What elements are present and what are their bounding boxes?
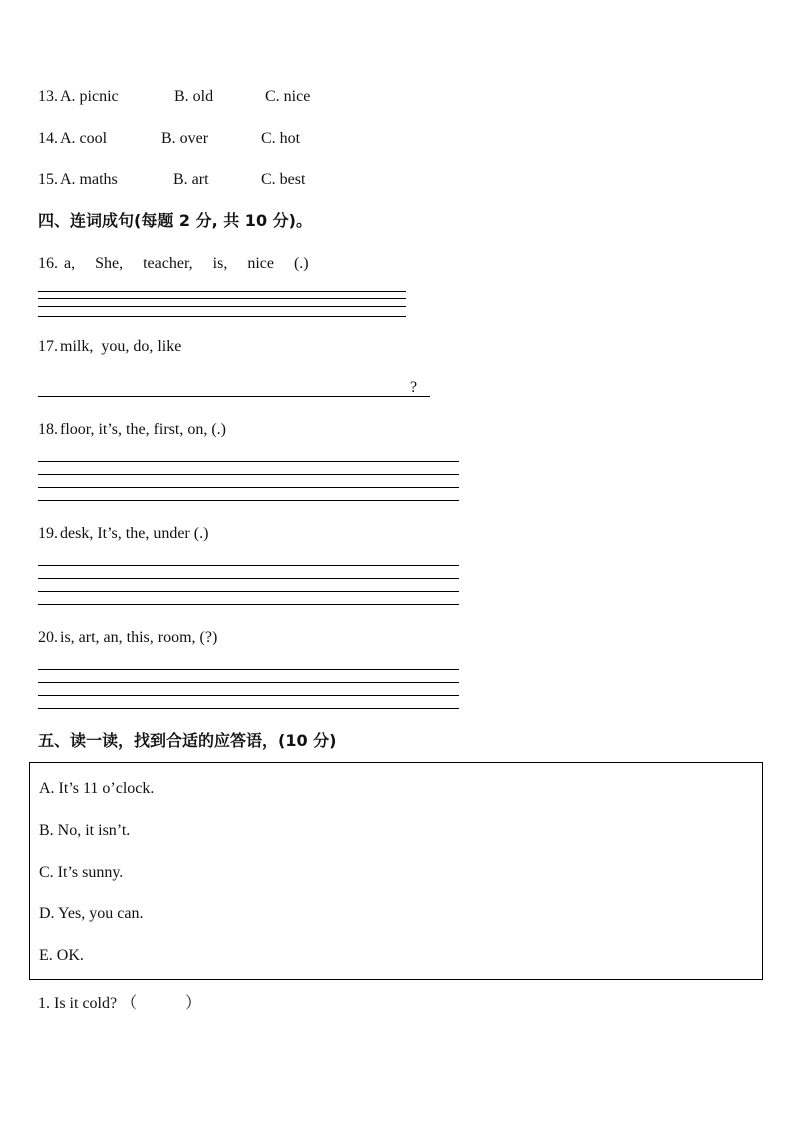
answer-line: [38, 669, 459, 670]
option-b: B. old: [174, 88, 214, 105]
answer-line: [38, 291, 406, 292]
answer-line: [38, 396, 430, 397]
answer-line: [38, 500, 459, 501]
answer-line: [38, 695, 459, 696]
answer-line: [38, 474, 459, 475]
question-words: desk, It’s, the, under (.): [60, 525, 209, 542]
answer-line: [38, 306, 406, 307]
answer-option-b: B. No, it isn’t.: [39, 822, 131, 839]
question-words: floor, it’s, the, first, on, (.): [60, 421, 226, 438]
question-number: 13.: [38, 88, 58, 105]
question-number: 17.: [38, 338, 58, 355]
option-b: B. over: [161, 130, 209, 147]
answer-line: [38, 461, 459, 462]
answer-line: [38, 487, 459, 488]
option-c: C. hot: [261, 130, 301, 147]
question-number: 18.: [38, 421, 58, 438]
question-words: a, She, teacher, is, nice (.): [60, 255, 309, 272]
section-5-question-1: 1. Is it cold? （ ）: [38, 995, 202, 1012]
answer-line: [38, 708, 459, 709]
option-a: A. picnic: [60, 88, 119, 105]
answer-options-box: [29, 762, 763, 980]
answer-line: [38, 316, 406, 317]
question-number: 19.: [38, 525, 58, 542]
answer-option-c: C. It’s sunny.: [39, 864, 124, 881]
answer-option-a: A. It’s 11 o’clock.: [39, 780, 155, 797]
answer-line: [38, 565, 459, 566]
question-words: is, art, an, this, room, (?): [60, 629, 218, 646]
section-4-heading: 四、连词成句(每题 2 分, 共 10 分)。: [38, 211, 312, 230]
question-words: milk, you, do, like: [60, 338, 182, 355]
question-number: 14.: [38, 130, 58, 147]
question-mark: ?: [410, 379, 418, 396]
answer-line: [38, 682, 459, 683]
answer-line: [38, 591, 459, 592]
option-c: C. best: [261, 171, 306, 188]
answer-line: [38, 298, 406, 299]
option-a: A. maths: [60, 171, 118, 188]
answer-option-d: D. Yes, you can.: [39, 905, 144, 922]
section-5-heading: 五、读一读，找到合适的应答语，(10 分): [38, 731, 337, 750]
question-number: 15.: [38, 171, 58, 188]
question-number: 16.: [38, 255, 58, 272]
question-number: 20.: [38, 629, 58, 646]
option-b: B. art: [173, 171, 209, 188]
answer-line: [38, 604, 459, 605]
option-c: C. nice: [265, 88, 311, 105]
answer-line: [38, 578, 459, 579]
answer-option-e: E. OK.: [39, 947, 84, 964]
option-a: A. cool: [60, 130, 108, 147]
